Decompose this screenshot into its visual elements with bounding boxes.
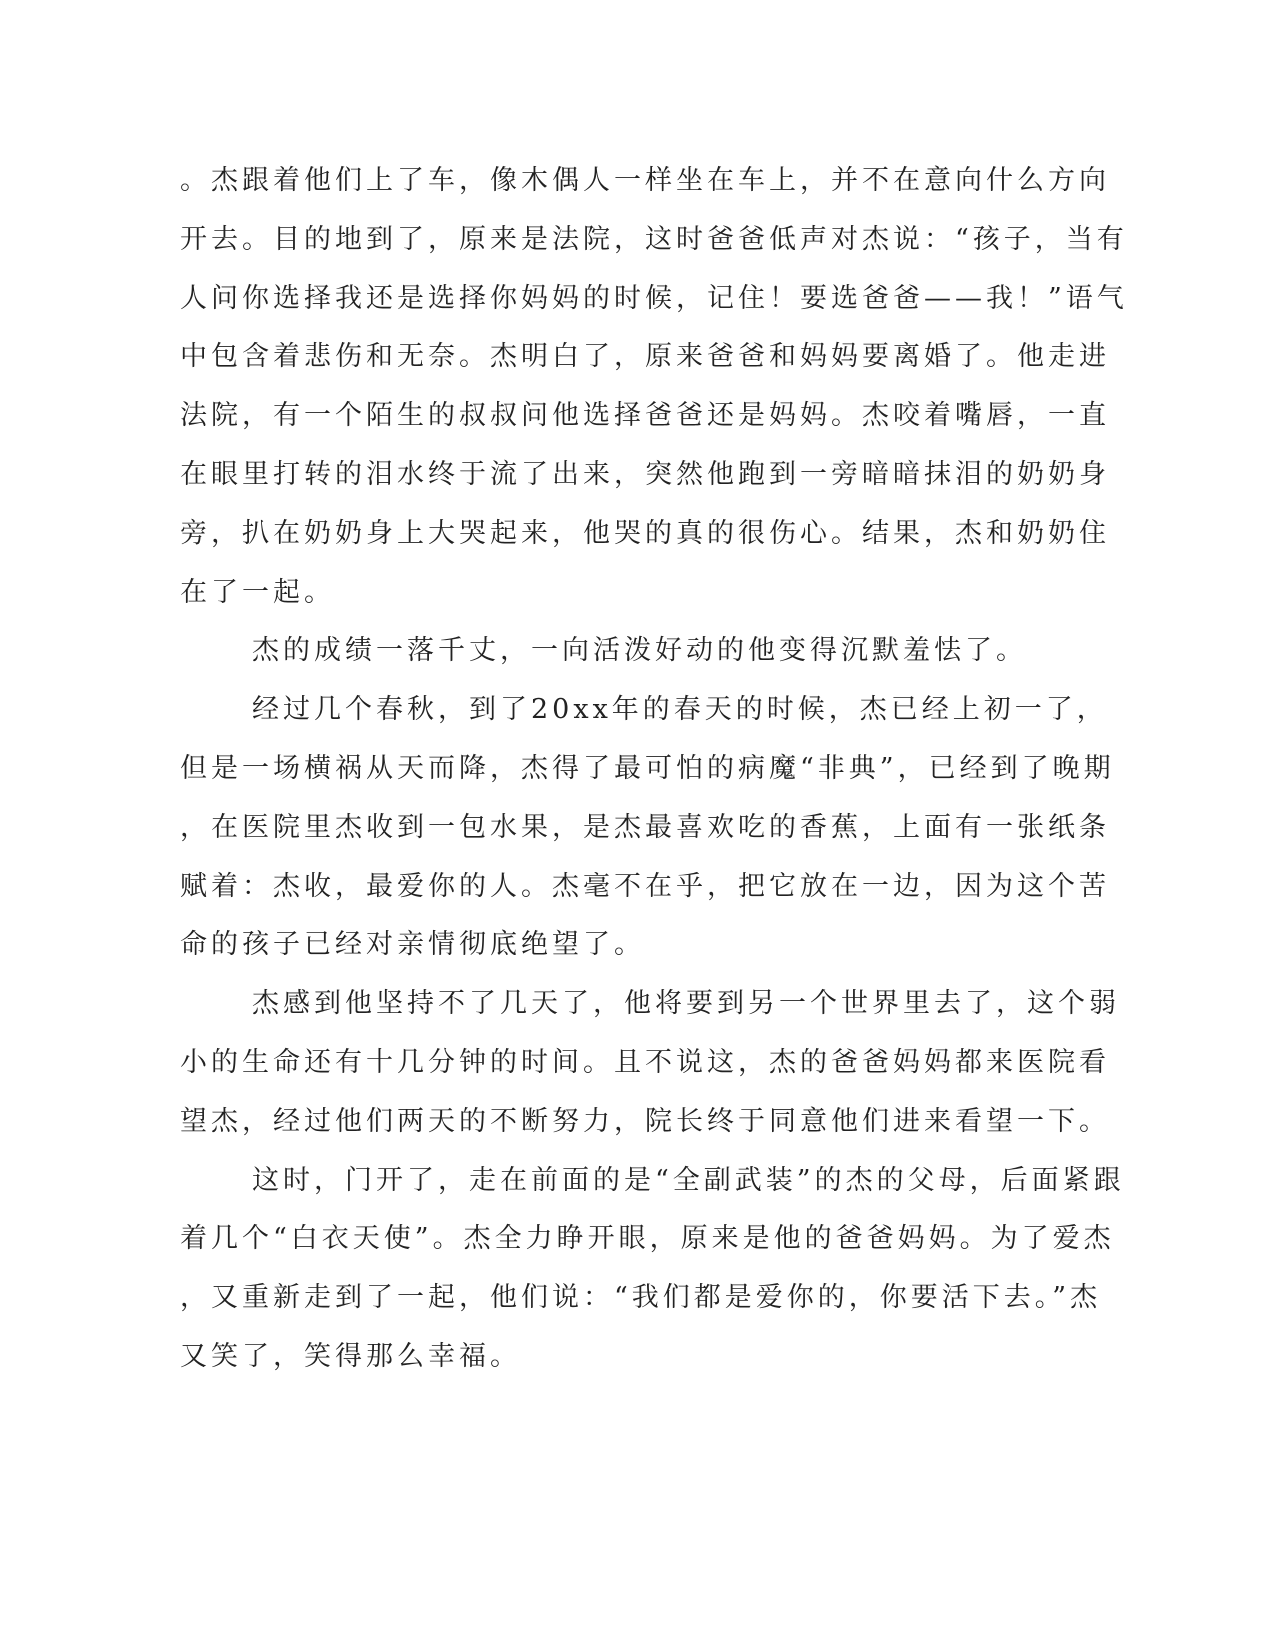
text-line: 开去。目的地到了，原来是法院，这时爸爸低声对杰说：“孩子，当有: [180, 223, 1128, 255]
text-line: 经过几个春秋，到了20xx年的春天的时候，杰已经上初一了，: [252, 694, 1108, 726]
text-line: 人问你选择我还是选择你妈妈的时候，记住！要选爸爸——我！”语气: [180, 282, 1128, 314]
text-line: 在眼里打转的泪水终于流了出来，突然他跑到一旁暗暗抹泪的奶奶身: [180, 458, 1110, 490]
text-line: 望杰，经过他们两天的不断努力，院长终于同意他们进来看望一下。: [180, 1105, 1110, 1137]
text-line: ，在医院里杰收到一包水果，是杰最喜欢吃的香蕉，上面有一张纸条: [180, 811, 1110, 843]
text-line: 杰感到他坚持不了几天了，他将要到另一个世界里去了，这个弱: [252, 988, 1120, 1020]
document-body: [180, 152, 1128, 1387]
text-line: ，又重新走到了一起，他们说：“我们都是爱你的，你要活下去。”杰: [180, 1282, 1102, 1314]
text-line: 在了一起。: [180, 576, 335, 608]
text-line: 但是一场横祸从天而降，杰得了最可怕的病魔“非典”，已经到了晚期: [180, 752, 1115, 784]
text-line: 赋着：杰收，最爱你的人。杰毫不在乎，把它放在一边，因为这个苦: [180, 870, 1110, 902]
text-line: 又笑了，笑得那么幸福。: [180, 1340, 521, 1372]
text-line: 中包含着悲伤和无奈。杰明白了，原来爸爸和妈妈要离婚了。他走进: [180, 341, 1110, 373]
text-line: 杰的成绩一落千丈，一向活泼好动的他变得沉默羞怯了。: [252, 635, 1027, 667]
text-line: 旁，扒在奶奶身上大哭起来，他哭的真的很伤心。结果，杰和奶奶住: [180, 517, 1110, 549]
text-line: 这时，门开了，走在前面的是“全副武装”的杰的父母，后面紧跟: [252, 1164, 1125, 1196]
text-line: 小的生命还有十几分钟的时间。且不说这，杰的爸爸妈妈都来医院看: [180, 1046, 1110, 1078]
text-line: 命的孩子已经对亲情彻底绝望了。: [180, 929, 645, 961]
text-line: 着几个“白衣天使”。杰全力睁开眼，原来是他的爸爸妈妈。为了爱杰: [180, 1223, 1115, 1255]
text-line: 法院，有一个陌生的叔叔问他选择爸爸还是妈妈。杰咬着嘴唇，一直: [180, 400, 1110, 432]
text-line: 。杰跟着他们上了车，像木偶人一样坐在车上，并不在意向什么方向: [180, 165, 1110, 196]
